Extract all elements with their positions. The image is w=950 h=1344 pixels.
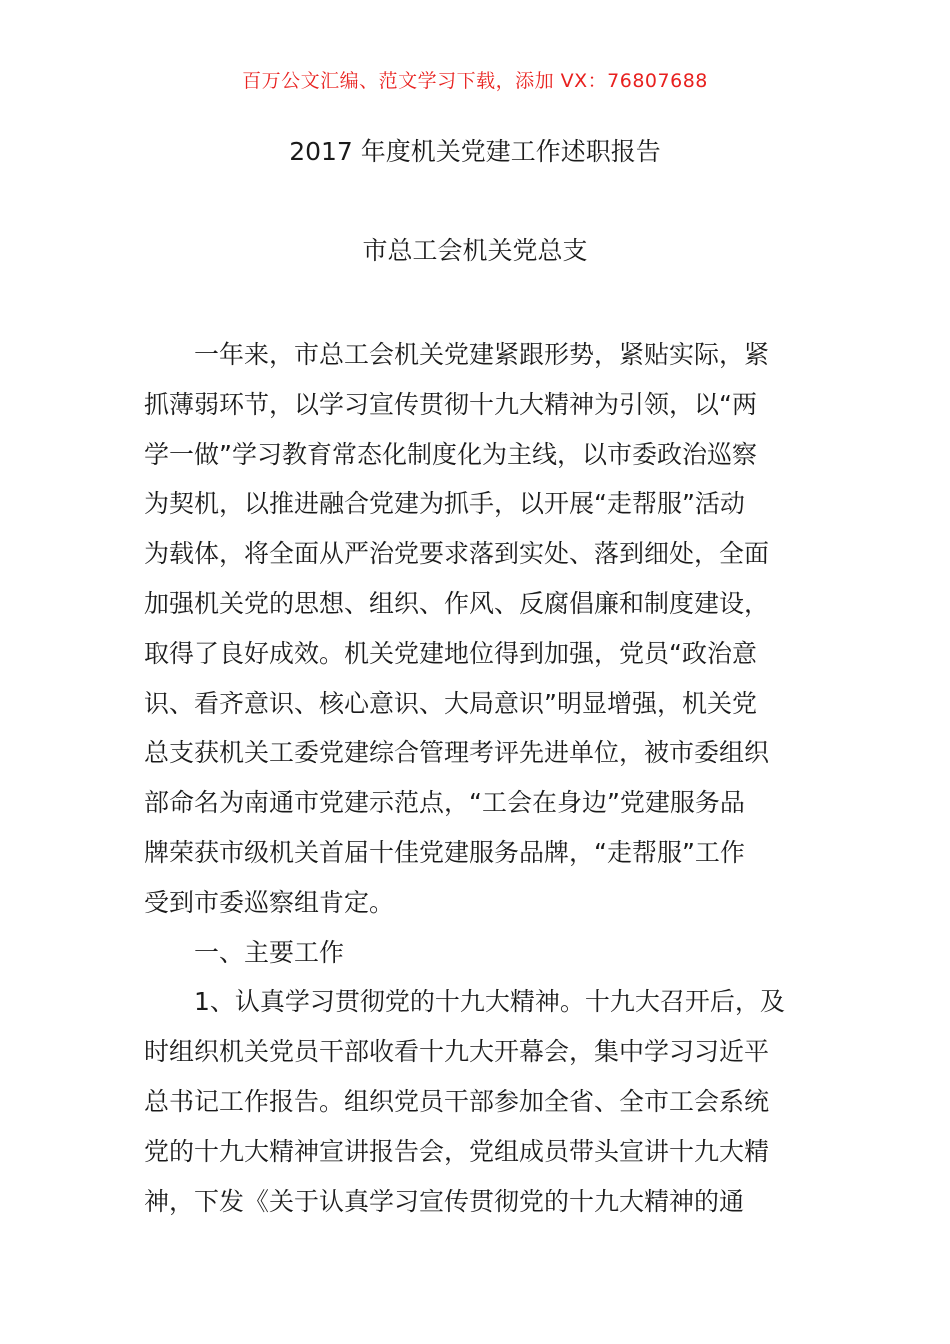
document-title: 2017 年度机关党建工作述职报告 [289, 137, 661, 166]
paragraph-line: 加强机关党的思想、组织、作风、反腐倡廉和制度建设， [144, 588, 770, 618]
document-subtitle: 市总工会机关党总支 [362, 236, 588, 265]
paragraph-line: 总支获机关工委党建综合管理考评先进单位，被市委组织 [144, 738, 770, 768]
paragraph-line: 识、看齐意识、核心意识、大局意识”明显增强，机关党 [144, 688, 757, 718]
paragraph-line: 牌荣获市级机关首届十佳党建服务品牌，“走帮服”工作 [144, 837, 745, 867]
paragraph-line: 党的十九大精神宣讲报告会，党组成员带头宣讲十九大精 [144, 1136, 770, 1166]
paragraph-line: 时组织机关党员干部收看十九大开幕会，集中学习习近平 [144, 1037, 770, 1067]
paragraph-line: 部命名为南通市党建示范点，“工会在身边”党建服务品 [144, 788, 745, 818]
paragraph-line: 神，下发《关于认真学习宣传贯彻党的十九大精神的通 [144, 1186, 745, 1216]
paragraph-line: 总书记工作报告。组织党员干部参加全省、全市工会系统 [144, 1086, 770, 1116]
paragraph-line: 受到市委巡察组肯定。 [144, 887, 395, 917]
paragraph-line: 1、认真学习贯彻党的十九大精神。十九大召开后，及 [194, 987, 785, 1017]
paragraph-line: 抓薄弱环节，以学习宣传贯彻十九大精神为引领，以“两 [144, 389, 757, 419]
paragraph-line: 为载体，将全面从严治党要求落到实处、落到细处，全面 [144, 539, 770, 569]
paragraph-line: 学一做”学习教育常态化制度化为主线，以市委政治巡察 [144, 439, 757, 469]
paragraph-line: 为契机，以推进融合党建为抓手，以开展“走帮服”活动 [144, 489, 745, 519]
watermark-banner: 百万公文汇编、范文学习下载，添加 VX：76807688 [242, 70, 708, 92]
document-body [144, 330, 806, 1226]
paragraph-line: 取得了良好成效。机关党建地位得到加强，党员“政治意 [144, 638, 757, 668]
section-heading: 一、主要工作 [194, 937, 345, 967]
paragraph-line: 一年来，市总工会机关党建紧跟形势，紧贴实际，紧 [194, 340, 770, 369]
